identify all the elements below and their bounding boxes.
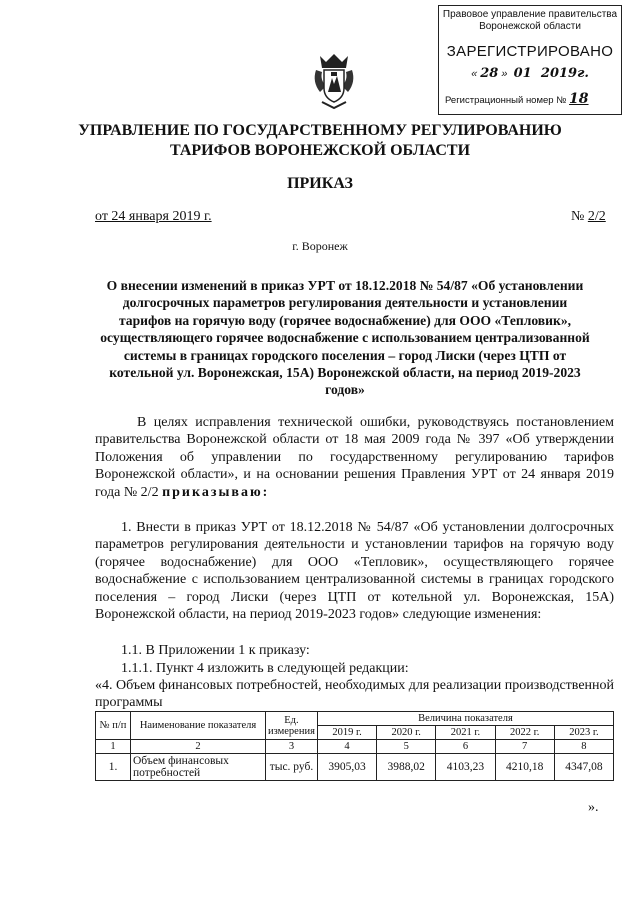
index-cell: 5 — [377, 740, 436, 754]
table-index-row — [96, 740, 614, 754]
preamble-text: В целях исправления технической ошибки, руководствуясь постановлением правительства Воронежской области от 18 мая 2009 года № 397 «Об утверждении Положения об управлении по государственному регулированию тарифов Воронежской области», и на основании решения Правления УРТ от 24 января 2019 года № 2/2 — [95, 415, 614, 500]
row-name: Объем финансовых потребностей — [131, 754, 266, 781]
value-cell: 3905,03 — [317, 754, 376, 781]
index-cell: 7 — [495, 740, 554, 754]
closing-quote: ». — [588, 800, 599, 815]
table-header-row — [96, 712, 614, 726]
number-value: 2/2 — [587, 209, 606, 224]
order-heading: О внесении изменений в приказ УРТ от 18.12.2018 № 54/87 «Об установлении долгосрочных параметров регулирования деятельности и установлении тарифов на горячую воду (горячее водоснабжение) для ООО «Тепловик», осуществляющего горячее водоснабжение с использованием централизованной системы в границах городского поселения – город Лиски (через ЦТП от котельной ул. Воронежская, 15А) Воронежской области, на период 2019-2023 годов» — [100, 278, 590, 398]
stamp-date: « 28 » 01 2019г. — [471, 66, 589, 81]
order-date: от 24 января 2019 г. — [95, 209, 212, 224]
coat-of-arms-icon — [312, 52, 356, 110]
year-cell: 2022 г. — [495, 726, 554, 740]
year-cell: 2021 г. — [436, 726, 495, 740]
stamp-line1: Правовое управление правительства — [442, 9, 618, 20]
item-1-1-1: 1.1.1. Пункт 4 изложить в следующей редакции: — [121, 661, 409, 676]
order-number — [571, 209, 606, 225]
index-cell: 4 — [317, 740, 376, 754]
number-prefix: № — [571, 209, 585, 224]
agency-line2: ТАРИФОВ ВОРОНЕЖСКОЙ ОБЛАСТИ — [169, 142, 471, 159]
orders-word: приказываю: — [162, 484, 270, 500]
index-cell: 6 — [436, 740, 495, 754]
agency-name — [0, 121, 640, 161]
year-cell: 2023 г. — [554, 726, 613, 740]
stamp-day: 28 — [480, 66, 499, 81]
col-num: № п/п — [96, 712, 131, 740]
year-cell: 2020 г. — [377, 726, 436, 740]
stamp-reg-number: 18 — [569, 91, 589, 107]
col-unit: Ед. измерения — [266, 712, 318, 740]
index-cell: 1 — [96, 740, 131, 754]
stamp-month: 01 — [513, 66, 532, 81]
value-cell: 4103,23 — [436, 754, 495, 781]
agency-line1: УПРАВЛЕНИЕ ПО ГОСУДАРСТВЕННОМУ РЕГУЛИРОВАНИЮ — [78, 122, 562, 139]
financial-table — [95, 711, 614, 781]
value-cell: 4210,18 — [495, 754, 554, 781]
index-cell: 8 — [554, 740, 613, 754]
index-cell: 2 — [131, 740, 266, 754]
city: г. Воронеж — [292, 239, 348, 253]
registration-stamp — [438, 5, 622, 115]
preamble — [95, 414, 614, 501]
item-1: 1. Внести в приказ УРТ от 18.12.2018 № 54/87 «Об установлении долгосрочных параметров регулирования деятельности и установлении тарифов на горячую воду (горячее водоснабжение) для ООО «Тепловик», осуществляющего горячее водоснабжение с использованием централизованной системы в границах городского поселения – город Лиски (через ЦТП от котельной ул. Воронежская, 15А) Воронежской области, на период 2019-2023 годов» следующие изменения: — [95, 520, 614, 623]
stamp-year: 2019г. — [540, 66, 589, 81]
row-num: 1. — [96, 754, 131, 781]
index-cell: 3 — [266, 740, 318, 754]
value-cell: 3988,02 — [377, 754, 436, 781]
stamp-reg-label: Регистрационный номер № — [445, 95, 567, 106]
doc-type: ПРИКАЗ — [287, 175, 353, 192]
stamp-registered: ЗАРЕГИСТРИРОВАНО — [446, 43, 614, 60]
item-1-1: 1.1. В Приложении 1 к приказу: — [121, 643, 310, 658]
col-value: Величина показателя — [317, 712, 613, 726]
row-unit: тыс. руб. — [266, 754, 318, 781]
value-cell: 4347,08 — [554, 754, 613, 781]
item-4-heading: «4. Объем финансовых потребностей, необходимых для реализации производственной программы — [95, 678, 615, 711]
table-row — [96, 754, 614, 781]
col-name: Наименование показателя — [131, 712, 266, 740]
stamp-line2: Воронежской области — [479, 21, 581, 32]
stamp-reg — [445, 91, 621, 107]
year-cell: 2019 г. — [317, 726, 376, 740]
